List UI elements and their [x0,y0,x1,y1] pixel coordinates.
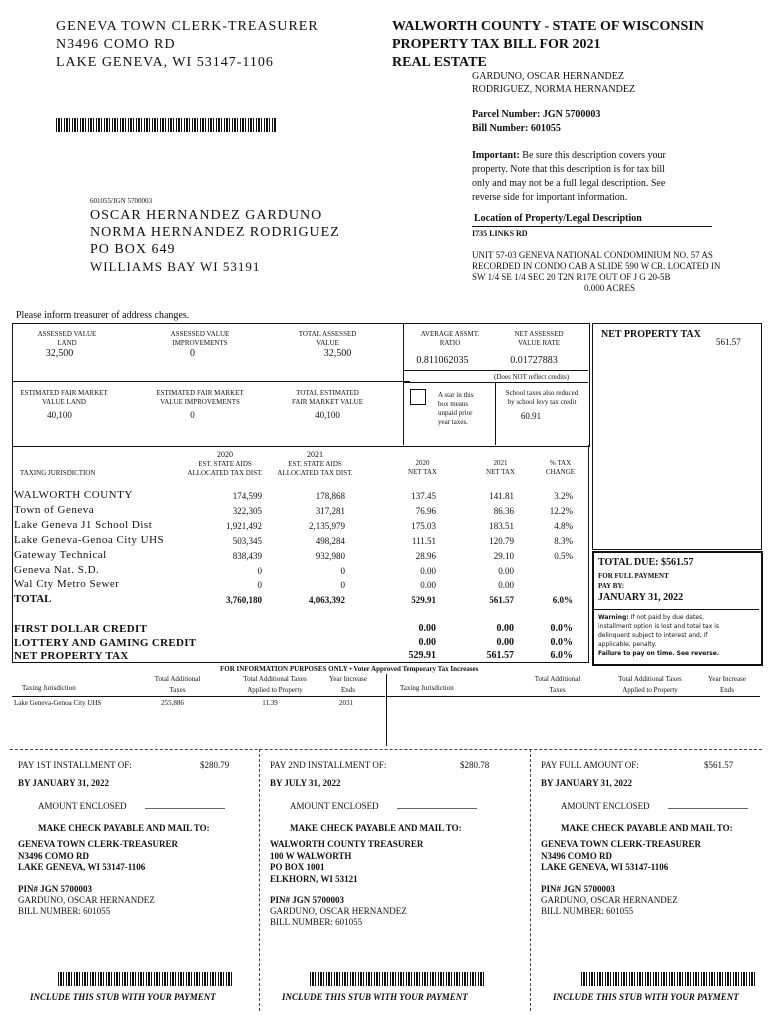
stub-amount: $561.57 [704,760,734,770]
npt-value: 561.57 [716,337,741,347]
clerk-line2: N3496 COMO RD [56,37,176,52]
stub-amount-enclosed [38,799,225,811]
info-h-total-left: Total Additional Taxes [154,675,201,694]
jurisdiction-name: Wal Cty Metro Sewer [14,578,120,591]
h-assessed-land: ASSESSED VALUE LAND [37,330,97,347]
juris-right-border [588,445,589,663]
bill-title3: REAL ESTATE [392,55,487,70]
stub-mail-line: GENEVA TOWN CLERK-TREASURER [18,839,179,849]
jurisdiction-n1: 0.00 [420,580,436,591]
parcel-info [472,108,600,136]
stub-amount: $280.79 [200,760,230,770]
juris-bottom-border [12,662,588,663]
h-assessed-impr: ASSESSED VALUE IMPROVEMENTS [170,330,230,347]
jurisdiction-p: 12.2% [549,505,573,516]
stub-mail-line: PO BOX 1001 [270,862,325,872]
stub-barcode [310,972,485,986]
bill-title [392,18,704,72]
info-h-total-right: Total Additional Taxes [534,675,581,694]
stub-pin: PIN# JGN 5700003 [270,895,344,905]
stub-enclosed-label: AMOUNT ENCLOSED [561,801,650,811]
jurisdiction-a1: 0 [257,580,262,591]
warning [598,613,719,658]
jurisdiction-a2: 932,980 [315,550,345,561]
jurisdiction-name: Town of Geneva [14,503,95,516]
stub-owner: GARDUNO, OSCAR HERNANDEZ [541,895,678,905]
h-est-land: ESTIMATED FAIR MARKET VALUE LAND [20,389,108,406]
important-text2: property. Note that this description is for tax bill [472,164,665,175]
h-year-2020: 2020 [217,450,233,459]
stub-mail-line: LAKE GENEVA, WI 53147-1106 [541,862,669,872]
legal3: SW 1/4 SE 1/4 SEC 20 T2N R17E OUT OF J G 20-5B [472,272,671,282]
stub-enclosed-blank[interactable] [145,799,225,809]
assessed-impr: 0 [190,348,195,359]
credit-label: FIRST DOLLAR CREDIT [14,623,148,635]
jurisdiction-n1: 137.45 [411,491,436,501]
stub-bill-number: BILL NUMBER: 601055 [541,906,634,916]
stub-mail-line: 100 W WALWORTH [270,850,352,861]
full-payment: FOR FULL PAYMENT [598,572,669,580]
jurisdiction-a2: 2,135,979 [309,520,345,531]
credit-p: 6.0% [550,650,573,661]
perforation-v2 [530,749,531,1011]
stub-barcode [581,972,756,986]
stub-mail-line: WALWORTH COUNTY TREASURER [270,839,424,849]
stub-include-note: INCLUDE THIS STUB WITH YOUR PAYMENT [30,992,216,1002]
rate-divider [403,370,588,371]
legal1: UNIT 57-03 GENEVA NATIONAL CONDOMINIUM NO. 57 AS [472,250,713,260]
jurisdiction-n1: 28.96 [415,550,436,561]
mailing-name1: OSCAR HERNANDEZ GARDUNO [90,208,323,223]
npt-label: NET PROPERTY TAX [601,329,701,340]
jurisdiction-a1: 322,305 [232,505,262,516]
warn4: applicable, penalty. [598,641,657,648]
stub-mail-line: N3496 COMO RD [541,850,612,861]
owner1: GARDUNO, OSCAR HERNANDEZ [472,71,624,82]
h-net-2021: 2021 NET TAX [486,459,515,476]
important-text1: Be sure this description covers your [519,150,666,161]
stub-pin: PIN# JGN 5700003 [18,884,92,894]
inform-treasurer: Please inform treasurer of address changes. [16,310,190,321]
barcode-top [56,118,276,132]
h-rate: NET ASSESSED VALUE RATE [514,330,564,347]
stub-barcode [58,972,233,986]
info-h-jurisdiction-right: Taxing Jurisdiction [400,684,454,692]
info-row-ends: 2031 [339,699,353,707]
legal4: 0.000 ACRES [584,283,636,293]
est-impr: 0 [190,410,195,420]
h-est-impr: ESTIMATED FAIR MARKET VALUE IMPROVEMENTS [156,389,244,406]
stub-mail-line: ELKHORN, WI 53121 [270,873,358,884]
assessed-land: 32,500 [45,348,74,359]
stub-mail-line: GENEVA TOWN CLERK-TREASURER [541,839,702,849]
clerk-line1: GENEVA TOWN CLERK-TREASURER [56,19,319,34]
credit-n1: 529.91 [408,650,436,661]
stub-bill-number: BILL NUMBER: 601055 [18,906,111,916]
stub-include-note: INCLUDE THIS STUB WITH YOUR PAYMENT [282,992,468,1002]
info-vdivider [386,674,387,746]
total-n1: 529.91 [411,595,436,605]
bill-title1: WALWORTH COUNTY - STATE OF WISCONSIN [392,19,704,34]
h-aids-2020: EST. STATE AIDS ALLOCATED TAX DIST. [187,460,263,477]
warn3: delinquent subject to interest and, if [598,632,708,639]
stub-pay-label: PAY 1ST INSTALLMENT OF: [18,760,132,770]
jurisdiction-a1: 838,439 [232,550,262,561]
star-note: A star in this box means unpaid prior year taxes. [438,391,474,426]
warn2: installment option is lost and total tax is [598,623,719,630]
h-year-2021: 2021 [307,450,323,459]
assessment-divider [12,381,410,382]
jurisdiction-n2: 141.81 [489,491,514,501]
clerk-address [56,18,319,72]
jurisdiction-a2: 0 [340,565,345,576]
stub-mail-line: LAKE GENEVA, WI 53147-1106 [18,862,146,872]
info-h-applied-left: Total Additional Taxes Applied to Property [243,675,307,694]
jurisdiction-a1: 503,345 [232,535,262,546]
h-assessed-total: TOTAL ASSESSED VALUE [298,330,357,347]
important-note [472,149,666,205]
credits-note: (Does NOT reflect credits) [494,373,570,381]
legal2: RECORDED IN CONDO CAB A SLIDE 590 W CR. LOCATED IN [472,261,721,271]
jurisdiction-p: 0.5% [554,550,573,561]
pay-by: PAY BY: [598,582,625,590]
location-address: I735 LINKS RD [472,229,528,238]
h-aids-2021: EST. STATE AIDS ALLOCATED TAX DIST. [277,460,353,477]
stub-enclosed-blank[interactable] [397,799,477,809]
jurisdiction-n2: 0.00 [498,580,514,591]
total-label: TOTAL [14,593,52,605]
stub-amount-enclosed [290,799,477,811]
jurisdiction-name: Lake Geneva J1 School Dist [14,518,153,531]
jurisdiction-n1: 175.03 [411,520,436,531]
jurisdiction-a2: 317,281 [315,505,345,516]
stub-enclosed-label: AMOUNT ENCLOSED [38,801,127,811]
mailing-addr2: WILLIAMS BAY WI 53191 [90,259,261,274]
important-text3: only and may not be a full legal description. See [472,178,666,189]
bill-number: Bill Number: 601055 [472,123,561,134]
stub-enclosed-blank[interactable] [668,799,748,809]
jurisdiction-a2: 178,868 [315,491,345,501]
due-divider [594,609,759,610]
info-row-total: 255,886 [161,699,184,707]
info-h-ends-left: Year Increase Ends [329,675,367,694]
warning-label: Warning: [598,614,629,621]
stub-enclosed-label: AMOUNT ENCLOSED [290,801,379,811]
perforation-v1 [259,749,260,1011]
jurisdiction-n2: 183.51 [489,520,514,531]
credit-n1: 0.00 [418,636,436,648]
info-h-ends-right: Year Increase Ends [708,675,746,694]
h-est-total: TOTAL ESTIMATED FAIR MARKET VALUE [291,389,364,406]
jurisdiction-p: 4.8% [554,520,573,531]
credit-n1: 0.00 [418,623,436,634]
stub-bill-number: BILL NUMBER: 601055 [270,917,363,927]
bill-title2: PROPERTY TAX BILL FOR 2021 [392,37,601,52]
credit-label: LOTTERY AND GAMING CREDIT [14,636,197,649]
stub-mail-line: N3496 COMO RD [18,850,89,861]
jurisdiction-a1: 1,921,492 [226,520,262,531]
parcel-number: Parcel Number: JGN 5700003 [472,109,601,120]
stub-pay-label: PAY 2ND INSTALLMENT OF: [270,760,387,770]
assessed-total: 32,500 [323,348,352,359]
mailing-address [90,207,340,275]
jurisdiction-a2: 498,284 [315,535,345,546]
jurisdiction-n1: 0.00 [420,565,436,576]
info-divider-right [387,696,760,697]
warn5: Failure to pay on time. See reverse. [598,650,720,657]
stub-owner: GARDUNO, OSCAR HERNANDEZ [270,906,407,916]
credit-n2: 0.00 [496,623,514,634]
stub-amount: $280.78 [460,760,490,770]
credit-p: 0.0% [550,636,573,648]
warn1: If not paid by due dates, [628,614,705,621]
jurisdiction-name: WALWORTH COUNTY [14,489,133,501]
due-date: JANUARY 31, 2022 [598,592,684,603]
mailing-name2: NORMA HERNANDEZ RODRIGUEZ [90,225,340,240]
juris-left-border [12,445,13,663]
info-h-applied-right: Total Additional Taxes Applied to Property [618,675,682,694]
jurisdiction-p: 8.3% [554,535,573,546]
info-row-applied: 11.39 [262,699,278,707]
location-underline [472,226,712,227]
school-note: School taxes also reduced by school levy tax credit [505,389,579,406]
jurisdiction-n2: 120.79 [489,535,514,546]
legal-description [472,250,720,294]
stub-make-check: MAKE CHECK PAYABLE AND MAIL TO: [561,823,733,833]
perforation-h [10,749,762,750]
jurisdiction-n2: 29.10 [493,550,514,561]
clerk-line3: LAKE GENEVA, WI 53147-1106 [56,55,274,70]
stub-make-check: MAKE CHECK PAYABLE AND MAIL TO: [290,823,462,833]
h-ratio: AVERAGE ASSMT. RATIO [420,330,480,347]
location-title: Location of Property/Legal Description [474,213,642,224]
credit-n2: 561.57 [486,650,514,661]
rate: 0.01727883 [510,355,558,366]
total-a1: 3,760,180 [226,595,262,605]
unpaid-star-box [410,389,426,405]
jurisdiction-n1: 111.51 [411,535,436,546]
net-property-tax-box [592,323,762,550]
jurisdiction-name: Geneva Nat. S.D. [14,563,100,576]
stub-include-note: INCLUDE THIS STUB WITH YOUR PAYMENT [553,992,739,1002]
info-row-name: Lake Geneva-Genoa City UHS [14,699,102,707]
est-total: 40,100 [315,410,340,420]
owner2: RODRIGUEZ, NORMA HERNANDEZ [472,84,636,95]
credit-p: 0.0% [550,623,573,634]
total-n2: 561.57 [489,595,514,605]
owner-names [472,70,635,96]
h-taxing-jurisdiction: TAXING JURISDICTION [20,469,96,477]
jurisdiction-n2: 86.36 [493,505,514,516]
jurisdiction-name: Lake Geneva-Genoa City UHS [14,533,165,546]
assessment-vdivider [403,323,404,445]
credit-n2: 0.00 [496,636,514,648]
stub-amount-enclosed [561,799,748,811]
info-title: FOR INFORMATION PURPOSES ONLY • Voter Approved Temporary Tax Increases [220,665,479,673]
h-net-2020: 2020 NET TAX [408,459,437,476]
stub-due-date: BY JANUARY 31, 2022 [18,778,110,788]
info-h-jurisdiction-left: Taxing Jurisdiction [22,684,76,692]
jurisdiction-a1: 0 [257,565,262,576]
ratio: 0.811062035 [416,355,469,366]
stub-make-check: MAKE CHECK PAYABLE AND MAIL TO: [38,823,210,833]
mailing-addr1: PO BOX 649 [90,242,176,257]
total-p: 6.0% [552,595,573,605]
jurisdiction-n1: 76.96 [415,505,436,516]
jurisdiction-a2: 0 [340,580,345,591]
jurisdiction-n2: 0.00 [498,565,514,576]
info-divider-left [12,696,385,697]
jurisdiction-a1: 174,599 [232,491,262,501]
stub-pay-label: PAY FULL AMOUNT OF: [541,760,639,770]
important-label: Important: [472,150,520,161]
est-land: 40,100 [47,410,72,420]
stub-owner: GARDUNO, OSCAR HERNANDEZ [18,895,155,905]
total-due: TOTAL DUE: $561.57 [598,557,694,568]
stub-due-date: BY JULY 31, 2022 [270,778,341,788]
credit-label: NET PROPERTY TAX [14,650,129,662]
jurisdiction-name: Gateway Technical [14,548,107,561]
total-a2: 4,063,392 [309,595,345,605]
stub-due-date: BY JANUARY 31, 2022 [541,778,633,788]
h-pct-change: % TAX CHANGE [545,459,576,476]
school-credit: 60.91 [520,411,542,421]
stub-pin: PIN# JGN 5700003 [541,884,615,894]
jurisdiction-p: 3.2% [554,491,573,501]
important-text4: reverse side for important information. [472,192,628,203]
mailing-ref: 601055/JGN 5700003 [90,197,153,205]
